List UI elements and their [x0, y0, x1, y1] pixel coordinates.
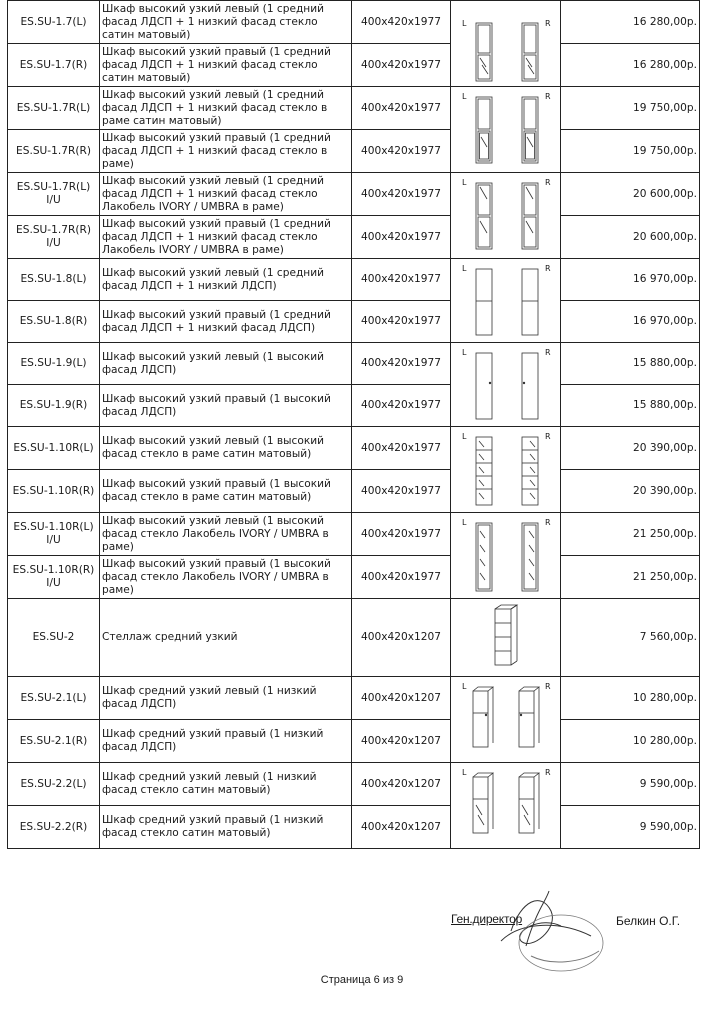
row-code: ES.SU-2.1(R) — [8, 720, 100, 763]
product-image-cell — [451, 259, 561, 343]
signature-block — [451, 906, 721, 976]
row-size: 400x420x1977 — [352, 1, 451, 44]
row-price: 16 970,00р. — [561, 259, 700, 301]
row-code: ES.SU-1.7(L) — [8, 1, 100, 44]
row-code: ES.SU-1.7R(L) I/U — [8, 173, 100, 216]
row-code: ES.SU-1.10R(L) I/U — [8, 513, 100, 556]
row-size: 400x420x1977 — [352, 87, 451, 130]
table-row — [8, 806, 700, 849]
row-size: 400x420x1977 — [352, 173, 451, 216]
product-image-cell — [451, 677, 561, 763]
row-name: Шкаф высокий узкий левый (1 средний фасад ЛДСП + 1 низкий фасад стекло сатин матовый) — [100, 1, 352, 44]
cabinet-shelves-glass-icon — [451, 427, 561, 513]
table-row — [8, 599, 700, 677]
cabinet-pair-image — [451, 427, 560, 512]
row-code: ES.SU-1.10R(R) I/U — [8, 556, 100, 599]
right-label: R — [545, 19, 551, 28]
row-code: ES.SU-1.7(R) — [8, 44, 100, 87]
cabinet-pair-image — [451, 173, 560, 258]
product-image-cell — [451, 763, 561, 849]
left-label: L — [462, 264, 467, 273]
row-code: ES.SU-2 — [8, 599, 100, 677]
row-name: Шкаф высокий узкий правый (1 средний фасад ЛДСП + 1 низкий фасад стекло в раме) — [100, 130, 352, 173]
table-row — [8, 720, 700, 763]
row-size: 400x420x1977 — [352, 343, 451, 385]
table-row — [8, 343, 700, 385]
table-row — [8, 677, 700, 720]
row-price: 9 590,00р. — [561, 763, 700, 806]
row-size: 400x420x1977 — [352, 216, 451, 259]
cabinet-lacobel-glass-icon — [451, 173, 561, 259]
right-label: R — [545, 264, 551, 273]
row-size: 400x420x1977 — [352, 259, 451, 301]
cabinet-framed-glass-icon — [451, 87, 561, 173]
row-price: 20 600,00р. — [561, 173, 700, 216]
row-name: Шкаф высокий узкий левый (1 средний фасад ЛДСП + 1 низкий фасад стекло Лакобель IVORY / UMBRA в раме) — [100, 173, 352, 216]
signature-stamp-image — [451, 871, 621, 981]
row-price: 20 390,00р. — [561, 427, 700, 470]
table-row — [8, 130, 700, 173]
page-number: Страница 6 из 9 — [320, 974, 404, 986]
table-row — [8, 556, 700, 599]
row-code: ES.SU-1.9(R) — [8, 385, 100, 427]
row-code: ES.SU-1.8(R) — [8, 301, 100, 343]
row-name: Шкаф высокий узкий левый (1 высокий фасад ЛДСП) — [100, 343, 352, 385]
right-label: R — [545, 768, 551, 777]
row-code: ES.SU-1.8(L) — [8, 259, 100, 301]
row-price: 20 600,00р. — [561, 216, 700, 259]
row-price: 16 280,00р. — [561, 1, 700, 44]
table-row — [8, 44, 700, 87]
row-price: 19 750,00р. — [561, 130, 700, 173]
row-name: Шкаф средний узкий правый (1 низкий фасад ЛДСП) — [100, 720, 352, 763]
row-name: Шкаф высокий узкий правый (1 средний фасад ЛДСП + 1 низкий фасад ЛДСП) — [100, 301, 352, 343]
row-name: Шкаф высокий узкий правый (1 средний фасад ЛДСП + 1 низкий фасад стекло сатин матовый) — [100, 44, 352, 87]
cabinet-pair-image — [451, 87, 560, 172]
shelf-unit-image — [451, 599, 560, 676]
row-price: 10 280,00р. — [561, 720, 700, 763]
row-size: 400x420x1207 — [352, 720, 451, 763]
product-image-cell — [451, 513, 561, 599]
cabinet-pair-image — [451, 1, 560, 86]
row-name: Шкаф высокий узкий правый (1 высокий фасад стекло в раме сатин матовый) — [100, 470, 352, 513]
row-name: Шкаф высокий узкий правый (1 высокий фасад стекло Лакобель IVORY / UMBRA в раме) — [100, 556, 352, 599]
left-label: L — [462, 19, 467, 28]
row-name: Шкаф средний узкий правый (1 низкий фасад стекло сатин матовый) — [100, 806, 352, 849]
right-label: R — [545, 92, 551, 101]
table-row — [8, 763, 700, 806]
open-shelf-icon — [451, 599, 561, 677]
row-size: 400x420x1977 — [352, 513, 451, 556]
left-label: L — [462, 92, 467, 101]
cabinet-medium-door-icon — [451, 677, 561, 763]
row-size: 400x420x1977 — [352, 385, 451, 427]
row-price: 21 250,00р. — [561, 513, 700, 556]
row-size: 400x420x1207 — [352, 599, 451, 677]
cabinet-tall-glass-low-icon — [451, 1, 561, 87]
row-price: 7 560,00р. — [561, 599, 700, 677]
right-label: R — [545, 348, 551, 357]
row-name: Шкаф высокий узкий левый (1 средний фасад ЛДСП + 1 низкий ЛДСП) — [100, 259, 352, 301]
row-name: Стеллаж средний узкий — [100, 599, 352, 677]
cabinet-pair-image — [451, 677, 560, 762]
table-row — [8, 427, 700, 470]
row-price: 9 590,00р. — [561, 806, 700, 849]
signature-title: Ген.директор — [451, 912, 523, 926]
product-image-cell — [451, 427, 561, 513]
table-row — [8, 513, 700, 556]
row-name: Шкаф средний узкий левый (1 низкий фасад ЛДСП) — [100, 677, 352, 720]
row-price: 16 970,00р. — [561, 301, 700, 343]
product-image-cell — [451, 1, 561, 87]
row-size: 400x420x1977 — [352, 470, 451, 513]
row-name: Шкаф высокий узкий правый (1 средний фасад ЛДСП + 1 низкий фасад стекло Лакобель IVORY / UMBRA в раме) — [100, 216, 352, 259]
table-row — [8, 173, 700, 216]
row-price: 16 280,00р. — [561, 44, 700, 87]
row-size: 400x420x1977 — [352, 427, 451, 470]
right-label: R — [545, 682, 551, 691]
table-row — [8, 87, 700, 130]
row-size: 400x420x1977 — [352, 130, 451, 173]
cabinet-tall-lacobel-icon — [451, 513, 561, 599]
row-size: 400x420x1207 — [352, 677, 451, 720]
row-code: ES.SU-1.9(L) — [8, 343, 100, 385]
cabinet-pair-image — [451, 513, 560, 598]
row-code: ES.SU-2.1(L) — [8, 677, 100, 720]
row-size: 400x420x1977 — [352, 44, 451, 87]
row-size: 400x420x1977 — [352, 556, 451, 599]
left-label: L — [462, 348, 467, 357]
product-image-cell — [451, 173, 561, 259]
row-size: 400x420x1207 — [352, 806, 451, 849]
left-label: L — [462, 682, 467, 691]
table-row — [8, 259, 700, 301]
table-row — [8, 216, 700, 259]
table-row — [8, 385, 700, 427]
cabinet-medium-glass-icon — [451, 763, 561, 849]
row-price: 15 880,00р. — [561, 343, 700, 385]
row-price: 19 750,00р. — [561, 87, 700, 130]
row-name: Шкаф высокий узкий левый (1 средний фасад ЛДСП + 1 низкий фасад стекло в раме сатин матовый) — [100, 87, 352, 130]
cabinet-pair-image — [451, 259, 560, 342]
left-label: L — [462, 178, 467, 187]
row-code: ES.SU-1.7R(R) I/U — [8, 216, 100, 259]
row-size: 400x420x1977 — [352, 301, 451, 343]
product-image-cell — [451, 343, 561, 427]
row-code: ES.SU-1.10R(L) — [8, 427, 100, 470]
table-row — [8, 1, 700, 44]
table-row — [8, 301, 700, 343]
cabinet-pair-image — [451, 343, 560, 426]
row-code: ES.SU-1.7R(L) — [8, 87, 100, 130]
row-code: ES.SU-1.7R(R) — [8, 130, 100, 173]
row-price: 20 390,00р. — [561, 470, 700, 513]
row-size: 400x420x1207 — [352, 763, 451, 806]
product-image-cell — [451, 87, 561, 173]
row-price: 15 880,00р. — [561, 385, 700, 427]
signature-name: Белкин О.Г. — [616, 914, 681, 928]
left-label: L — [462, 518, 467, 527]
row-name: Шкаф высокий узкий левый (1 высокий фасад стекло Лакобель IVORY / UMBRA в раме) — [100, 513, 352, 556]
row-name: Шкаф средний узкий левый (1 низкий фасад стекло сатин матовый) — [100, 763, 352, 806]
right-label: R — [545, 432, 551, 441]
row-name: Шкаф высокий узкий левый (1 высокий фасад стекло в раме сатин матовый) — [100, 427, 352, 470]
right-label: R — [545, 178, 551, 187]
cabinet-pair-image — [451, 763, 560, 848]
left-label: L — [462, 432, 467, 441]
right-label: R — [545, 518, 551, 527]
product-image-cell — [451, 599, 561, 677]
row-code: ES.SU-1.10R(R) — [8, 470, 100, 513]
row-price: 10 280,00р. — [561, 677, 700, 720]
left-label: L — [462, 768, 467, 777]
row-code: ES.SU-2.2(R) — [8, 806, 100, 849]
row-name: Шкаф высокий узкий правый (1 высокий фасад ЛДСП) — [100, 385, 352, 427]
row-price: 21 250,00р. — [561, 556, 700, 599]
cabinet-single-door-icon — [451, 343, 561, 427]
cabinet-two-doors-icon — [451, 259, 561, 343]
table-row — [8, 470, 700, 513]
price-table — [7, 0, 700, 849]
row-code: ES.SU-2.2(L) — [8, 763, 100, 806]
